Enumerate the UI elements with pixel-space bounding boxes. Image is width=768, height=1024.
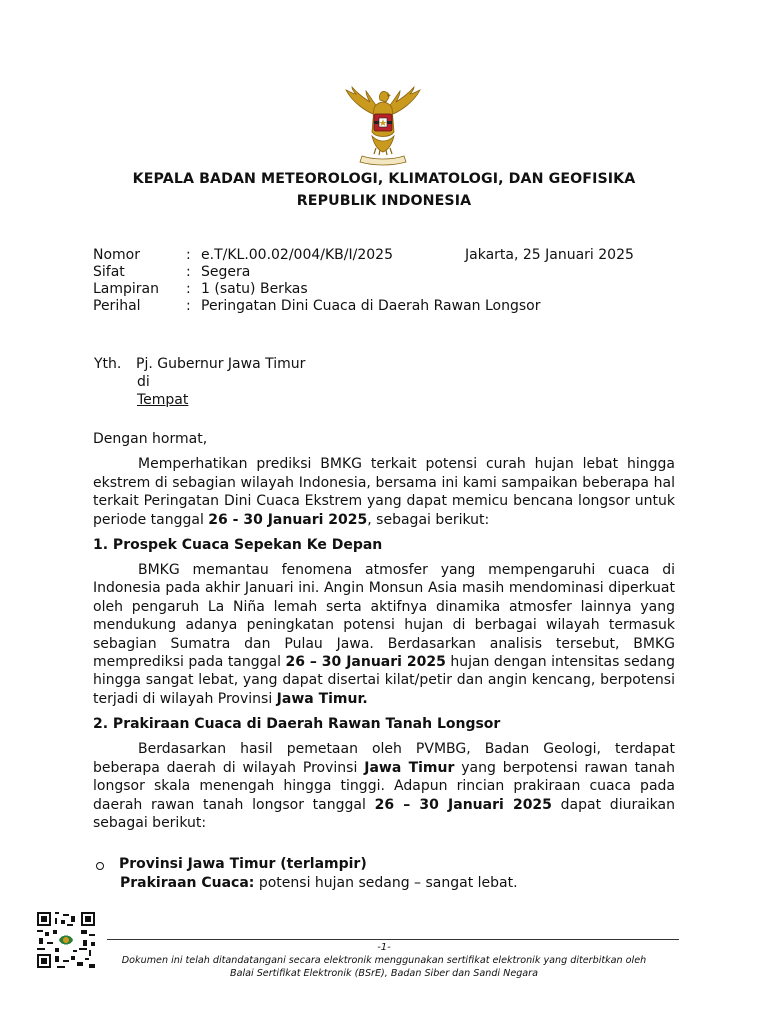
- letter-heading: [0, 168, 768, 212]
- forecast-text: potensi hujan sedang – sangat lebat.: [254, 875, 518, 891]
- section-1-paragraph: BMKG memantau fenomena atmosfer yang mempengaruhi cuaca di Indonesia pada akhir Januari ini. Angin Monsun Asia masih mendominasi diperkuat oleh pengaruh La Niña lemah serta aktifnya dinamika atmosfer lainnya yang mendukung adanya peningkatan potensi hujan di berbagai wilayah termasuk sebagian Sumatra dan Pulau Jawa. Berdasarkan analisis tersebut, BMKG memprediksi pada tanggal 26 – 30 Januari 2025 hujan dengan intensitas sedang hingga sangat lebat, yang dapat disertai kilat/petir dan angin kencang, berpotensi terjadi di wilayah Provinsi Jawa Timur.: [93, 562, 675, 707]
- circle-bullet-icon: [96, 862, 104, 870]
- meta-value: Segera: [201, 264, 251, 280]
- garuda-emblem-icon: [340, 86, 426, 166]
- meta-value: Peringatan Dini Cuaca di Daerah Rawan Longsor: [201, 298, 541, 314]
- province-item: [96, 855, 518, 893]
- meta-sep: :: [186, 264, 191, 280]
- section-2-title: 2. Prakiraan Cuaca di Daerah Rawan Tanah Longsor: [93, 716, 501, 733]
- meta-row-perihal: [93, 298, 540, 315]
- meta-sep: :: [186, 281, 191, 297]
- intro-paragraph: Memperhatikan prediksi BMKG terkait potensi curah hujan lebat hingga ekstrem di sebagian wilayah Indonesia, bersama ini kami sampaikan beberapa hal terkait Peringatan Dini Cuaca Ekstrem yang dapat memicu bencana longsor untuk periode tanggal 26 - 30 Januari 2025, sebagai berikut:: [93, 456, 675, 528]
- greeting: Dengan hormat,: [93, 431, 208, 447]
- heading-line-1: KEPALA BADAN METEOROLOGI, KLIMATOLOGI, DAN GEOFISIKA: [132, 171, 636, 187]
- meta-key: Sifat: [93, 264, 125, 280]
- footer-line-2: Balai Sertifikat Elektronik (BSrE), Badan Siber dan Sandi Negara: [229, 967, 539, 979]
- section-1-title: 1. Prospek Cuaca Sepekan Ke Depan: [93, 537, 383, 554]
- meta-row-sifat: [93, 264, 540, 281]
- footer-note: [100, 955, 668, 980]
- page-number: -1-: [377, 942, 391, 953]
- meta-value: 1 (satu) Berkas: [201, 281, 308, 297]
- section-2-paragraph: Berdasarkan hasil pemetaan oleh PVMBG, Badan Geologi, terdapat beberapa daerah di wilayah Provinsi Jawa Timur yang berpotensi rawan tanah longsor skala menengah hingga tinggi. Adapun rincian prakiraan cuaca pada daerah rawan tanah longsor tanggal 26 – 30 Januari 2025 dapat diuraikan sebagai berikut:: [93, 741, 676, 831]
- letter-body: [93, 430, 675, 832]
- footer-line-1: Dokumen ini telah ditandatangani secara elektronik menggunakan sertifikat elektronik yang diterbitkan oleh: [121, 955, 647, 966]
- meta-row-lampiran: [93, 281, 540, 298]
- footer-divider: [107, 939, 679, 940]
- yth-label: Yth.: [94, 356, 122, 372]
- meta-sep: :: [186, 247, 191, 263]
- meta-key: Lampiran: [93, 281, 160, 297]
- recipient-block: [94, 355, 305, 409]
- province-title: Provinsi Jawa Timur (terlampir): [119, 856, 367, 872]
- recipient-tempat: Tempat: [137, 392, 189, 408]
- recipient-name: Pj. Gubernur Jawa Timur: [136, 356, 306, 372]
- qr-code-icon: [37, 912, 95, 968]
- letter-date: Jakarta, 25 Januari 2025: [465, 247, 634, 263]
- meta-key: Nomor: [93, 247, 140, 263]
- heading-line-2: REPUBLIK INDONESIA: [296, 193, 472, 209]
- recipient-di: di: [137, 374, 150, 390]
- meta-sep: :: [186, 298, 191, 314]
- meta-value: e.T/KL.00.02/004/KB/I/2025: [201, 247, 393, 263]
- meta-key: Perihal: [93, 298, 141, 314]
- forecast-label: Prakiraan Cuaca:: [120, 875, 255, 891]
